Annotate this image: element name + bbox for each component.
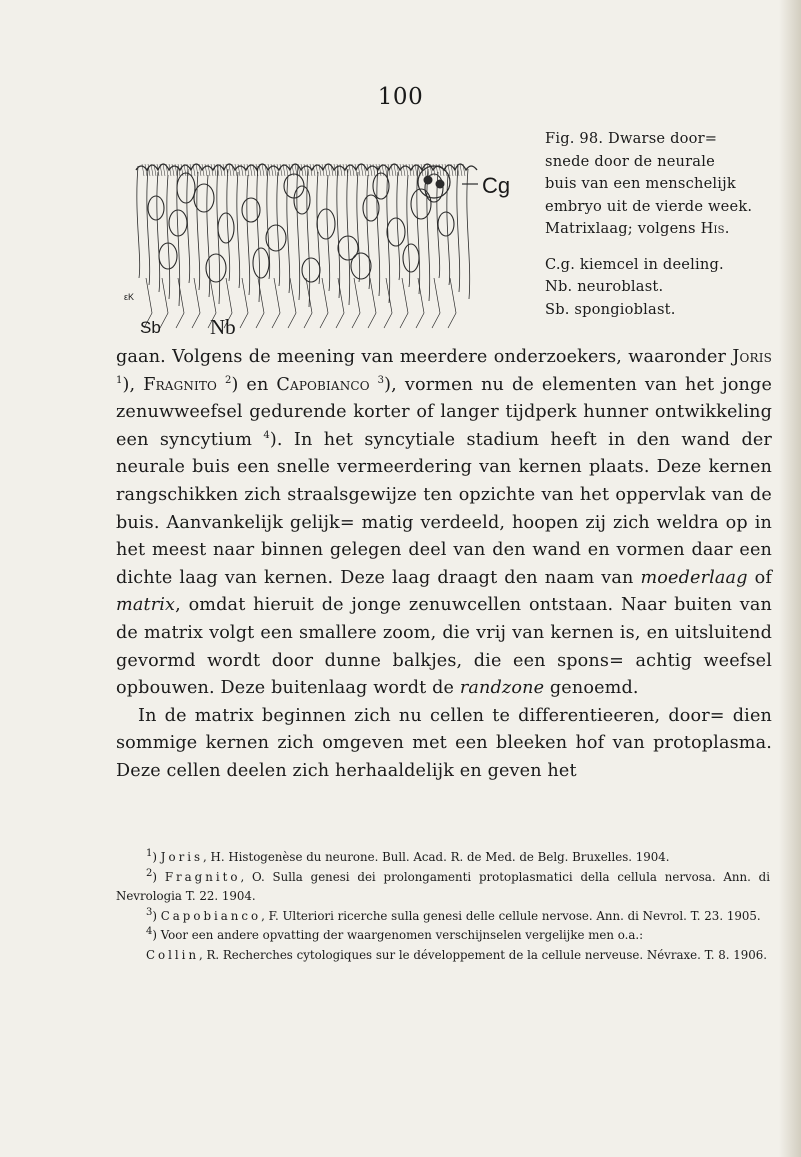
cell-nucleus	[387, 218, 405, 246]
cell-column	[147, 169, 150, 285]
footnote-ref-4: 4	[263, 429, 270, 441]
hatch-line	[328, 164, 330, 176]
spongy-fiber	[304, 278, 312, 328]
hatch-line	[361, 164, 363, 176]
figure-label-ek: εK	[124, 292, 135, 302]
caption-line: snede door de neurale	[545, 152, 715, 170]
paragraph-1: gaan. Volgens de meening van meerdere onderzoekers, waaronder Joris $^1$), Fragnito $^2$) en Capobianco $^3$), vormen nu de elementen van het jonge zenuwweefsel gedurende korter of langer tijdperk hunner ontwikkeling een syncytium $^4$). In het syncytiale stadium heeft in den wand der neurale buis een snelle vermeerdering van kernen plaats. Deze kernen rangschikken zich straalsgewijze ten opzichte van het oppervlak van de buis. Aanvankelijk gelijk= matig verdeeld, hoopen zij zich weldra op in het meest naar binnen gelegen deel van den wand en vormen daar een dichte laag van kernen. Deze laag draagt den naam van moederlaag of matrix, omdat hieruit de jonge zenuwcellen ontstaan. Naar buiten van de matrix volgt een smallere zoom, die vrij van kernen is, en uitsluitend gevormd wordt door dunne balkjes, die een spons= achtig weefsel opbouwen. Deze buitenlaag wordt de randzone genoemd.	[116, 347, 773, 699]
figure-caption	[545, 128, 790, 321]
footnote-author: Capobianco	[160, 908, 262, 923]
term-randzone: randzone	[459, 678, 545, 699]
hatch-line	[196, 164, 198, 176]
spongy-fiber	[192, 278, 200, 328]
hatch-line	[382, 164, 384, 176]
footnote-4-continued: Collin, R. Recherches cytologiques sur le développement de la cellule nerveuse. Névraxe. T. 8. 1906.	[146, 947, 768, 962]
hatch-line	[262, 164, 264, 176]
spongy-fiber	[160, 278, 168, 328]
footnote-author: Joris	[160, 850, 204, 864]
spongy-fiber	[320, 278, 328, 328]
footnote-2: $^2$) Fragnito, O. Sulla genesi dei prolongamenti protoplasmatici della cellula nervosa. Ann. di Nevrologia T. 22. 1904.	[116, 867, 770, 903]
cell-nucleus	[411, 189, 431, 219]
page-number: 100	[377, 84, 424, 110]
cell-nucleus	[266, 225, 286, 251]
cell-nucleus	[317, 209, 335, 239]
cell-nucleus	[351, 253, 371, 279]
cell-column	[347, 169, 350, 305]
body-text	[116, 344, 772, 786]
cell-nucleus	[302, 258, 320, 282]
spongy-fiber	[176, 278, 184, 328]
cell-column	[277, 172, 280, 286]
footnote-author: Collin	[146, 947, 200, 962]
cell-column	[247, 175, 250, 295]
cell-column	[457, 166, 460, 292]
hatch-line	[415, 164, 417, 176]
author-fragnito: Fragnito	[143, 374, 217, 395]
cell-column	[287, 175, 290, 293]
legend-item-sb: Sb. spongioblast.	[545, 300, 676, 318]
cell-nucleus	[438, 212, 454, 236]
hatch-line	[163, 164, 165, 176]
cell-nucleus	[294, 186, 310, 214]
figure-98	[116, 128, 516, 343]
hatch-line	[349, 164, 351, 176]
term-moederlaag: moederlaag	[640, 567, 748, 588]
cell-column	[467, 169, 470, 299]
spongy-fiber	[352, 278, 360, 328]
spongy-fiber	[416, 278, 424, 328]
footnote-4: $^4$) Voor een andere opvatting der waargenomen verschijnselen vergelijke men o.a.:	[146, 926, 644, 942]
cell-nucleus	[218, 213, 234, 243]
hatch-line	[250, 164, 252, 176]
term-matrix: matrix	[116, 595, 176, 616]
figure-label-cg: Cg	[482, 173, 511, 198]
footnote-ref-3: 3	[377, 374, 385, 386]
cell-nucleus	[403, 244, 419, 272]
cell-column	[367, 175, 370, 289]
cell-nucleus	[373, 173, 389, 199]
cell-column	[227, 169, 230, 281]
cell-column	[237, 172, 240, 288]
chromosome-cluster	[436, 180, 444, 188]
cell-nucleus	[177, 173, 195, 203]
caption-line: buis van een menschelijk	[545, 175, 736, 192]
author-his: His.	[700, 220, 730, 237]
chromosome-cluster	[424, 176, 432, 184]
hatch-line	[394, 164, 396, 176]
footnotes	[116, 848, 770, 965]
legend-item-cg: C.g. kiemcel in deeling.	[545, 255, 724, 273]
cell-column	[167, 175, 170, 299]
author-joris: Joris	[732, 347, 772, 367]
footnote-ref-2: 2	[224, 374, 232, 386]
caption-line: Matrixlaag; volgens His.	[545, 220, 730, 237]
cell-column	[137, 166, 140, 278]
hatch-line	[460, 164, 462, 176]
legend-item-nb: Nb. neuroblast.	[545, 278, 664, 295]
cell-column	[197, 172, 200, 290]
cell-column	[427, 169, 430, 301]
footnote-1: $^1$) Joris, H. Histogenèse du neurone. Bull. Acad. R. de Med. de Belg. Bruxelles. 1904.	[146, 848, 670, 864]
caption-line: Fig. 98. Dwarse door=	[545, 130, 718, 147]
caption-line: embryo uit de vierde week.	[545, 197, 753, 215]
figure-label-nb: Nb	[210, 315, 236, 339]
hatch-line	[283, 164, 285, 176]
cell-nucleus	[363, 195, 379, 221]
spongy-fiber	[432, 278, 440, 328]
figure-98-illustration	[116, 128, 516, 343]
spongy-fiber	[400, 278, 408, 328]
spongy-fiber	[448, 278, 456, 328]
cell-column	[397, 172, 400, 280]
cell-nucleus	[253, 248, 269, 278]
cell-nucleus	[148, 196, 164, 220]
spongy-fiber	[336, 278, 344, 328]
hatch-line	[151, 164, 153, 176]
figure-label-sb: Sb	[140, 318, 161, 337]
spongy-fiber	[240, 278, 248, 328]
cell-column	[327, 175, 330, 291]
cell-column	[297, 166, 300, 300]
paragraph-2: In de matrix beginnen zich nu cellen te differentieeren, door= dien sommige kernen zich omgeven met een bleeken hof van protoplasma. Deze cellen deelen zich herhaaldelijk en geven het	[116, 705, 772, 781]
spongy-fiber	[256, 278, 264, 328]
footnote-ref-1: 1	[116, 374, 123, 386]
footnote-author: Fragnito	[164, 869, 241, 884]
footnote-3: $^3$) Capobianco, F. Ulteriori ricerche sulla genesi delle cellule nervose. Ann. di Nevrol. T. 23. 1905.	[146, 906, 761, 923]
cell-column	[357, 172, 360, 282]
cell-column	[157, 172, 160, 292]
cell-column	[377, 166, 380, 296]
hatch-line	[229, 164, 231, 176]
author-capobianco: Capobianco	[276, 374, 370, 395]
spongy-fiber	[384, 278, 392, 328]
hatch-line	[316, 164, 318, 176]
hatch-line	[184, 164, 186, 176]
